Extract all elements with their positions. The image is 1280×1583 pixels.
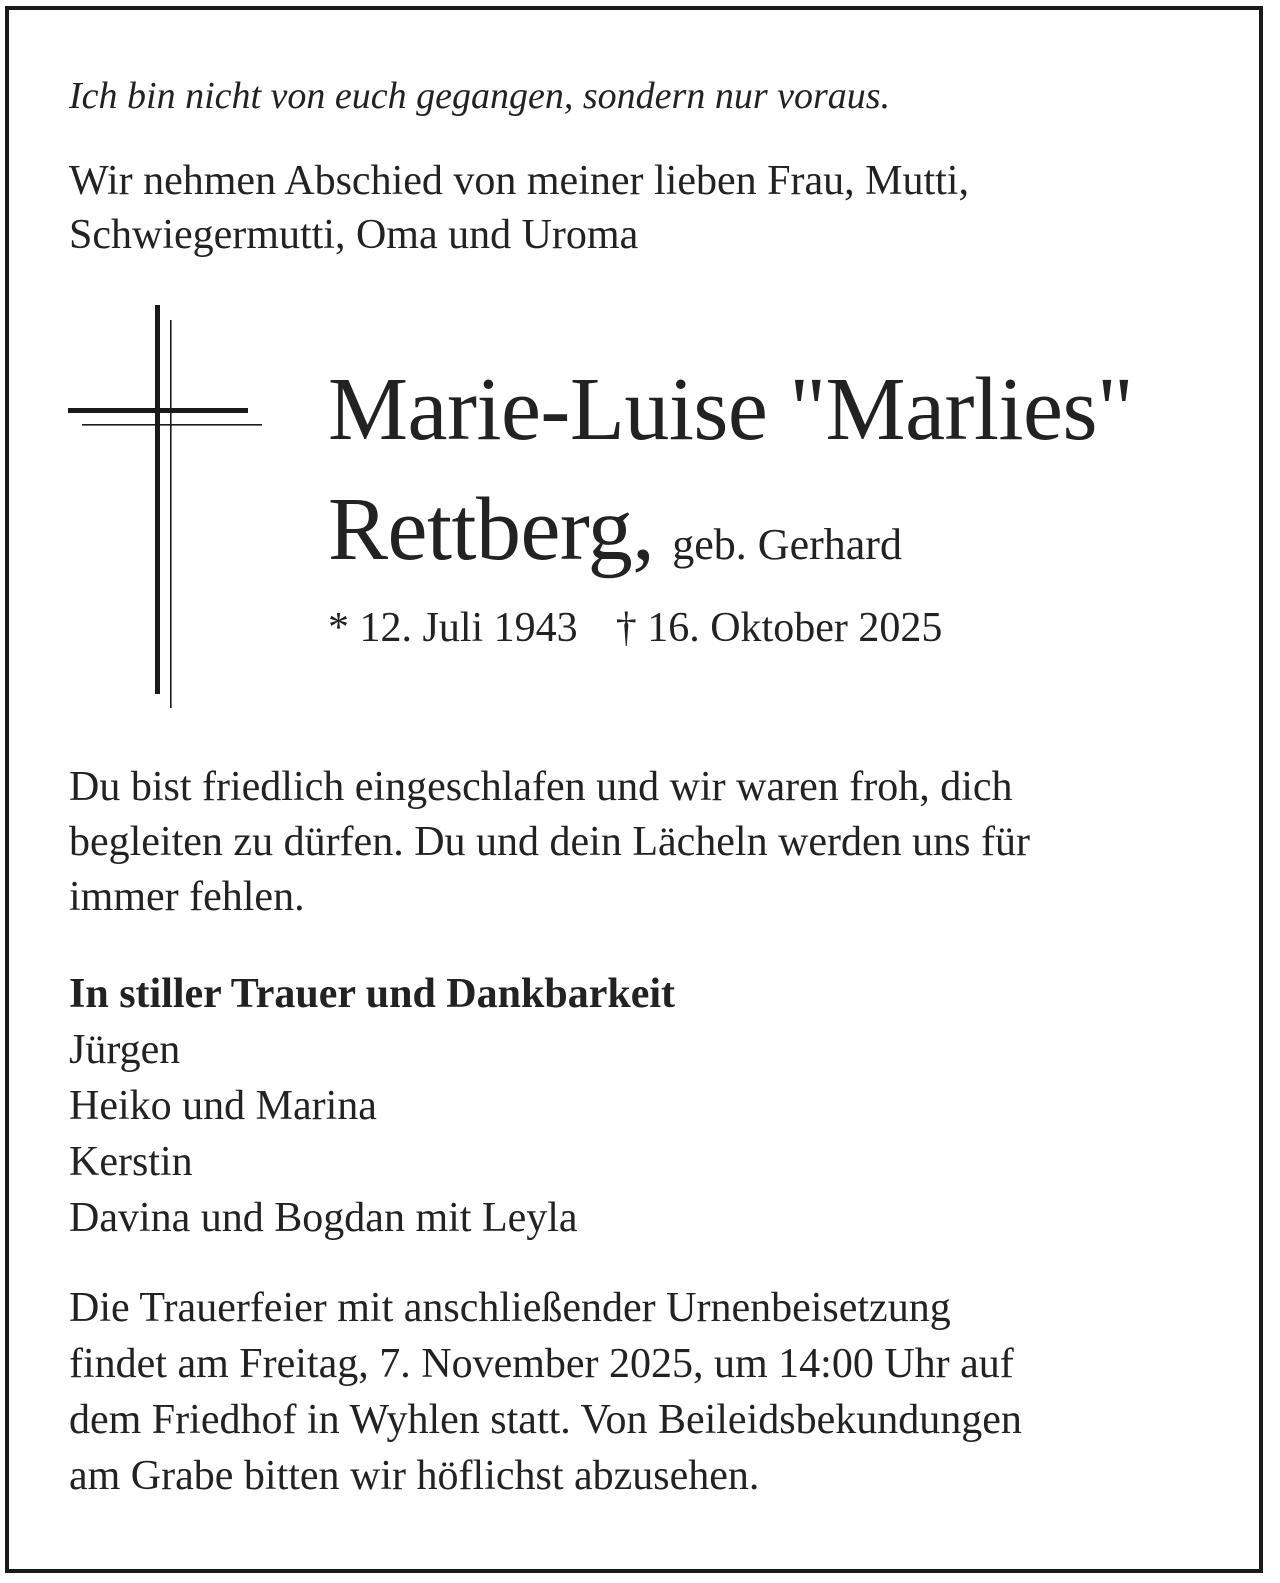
- service-line: dem Friedhof in Wyhlen statt. Von Beileidsbekundungen: [69, 1397, 1022, 1443]
- service-announcement: [69, 1280, 1022, 1504]
- intro-line: Schwiegermutti, Oma und Uroma: [69, 212, 639, 258]
- birth-date: * 12. Juli 1943: [328, 605, 578, 651]
- mourner-entry: Kerstin: [69, 1139, 193, 1185]
- motto-quote: Ich bin nicht von euch gegangen, sondern nur voraus.: [69, 75, 891, 117]
- birth-name: geb. Gerhard: [672, 520, 902, 569]
- deceased-surname: Rettberg,: [328, 480, 655, 579]
- service-line: findet am Freitag, 7. November 2025, um 14:00 Uhr auf: [69, 1341, 1014, 1387]
- comfort-line: immer fehlen.: [69, 874, 305, 920]
- mourner-entry: Jürgen: [69, 1027, 181, 1073]
- mourner-entry: Davina und Bogdan mit Leyla: [69, 1195, 578, 1241]
- deceased-name-line1: Marie-Luise "Marlies": [328, 360, 1134, 459]
- life-dates: [328, 600, 942, 656]
- mourners-heading: In stiller Trauer und Dankbarkeit: [69, 971, 676, 1017]
- service-line: Die Trauerfeier mit anschließender Urnenbeisetzung: [69, 1285, 951, 1331]
- intro-text: [69, 154, 969, 262]
- comfort-text: [69, 760, 1030, 925]
- mourners-list: [69, 1022, 578, 1246]
- mourner-entry: Heiko und Marina: [69, 1083, 377, 1129]
- death-date: † 16. Oktober 2025: [615, 605, 943, 651]
- intro-line: Wir nehmen Abschied von meiner lieben Frau, Mutti,: [69, 158, 969, 204]
- deceased-name-line2: [328, 478, 902, 597]
- latin-cross-icon: [66, 303, 266, 708]
- comfort-line: begleiten zu dürfen. Du und dein Lächeln werden uns für: [69, 819, 1030, 865]
- service-line: am Grabe bitten wir höflichst abzusehen.: [69, 1453, 760, 1499]
- comfort-line: Du bist friedlich eingeschlafen und wir waren froh, dich: [69, 764, 1013, 810]
